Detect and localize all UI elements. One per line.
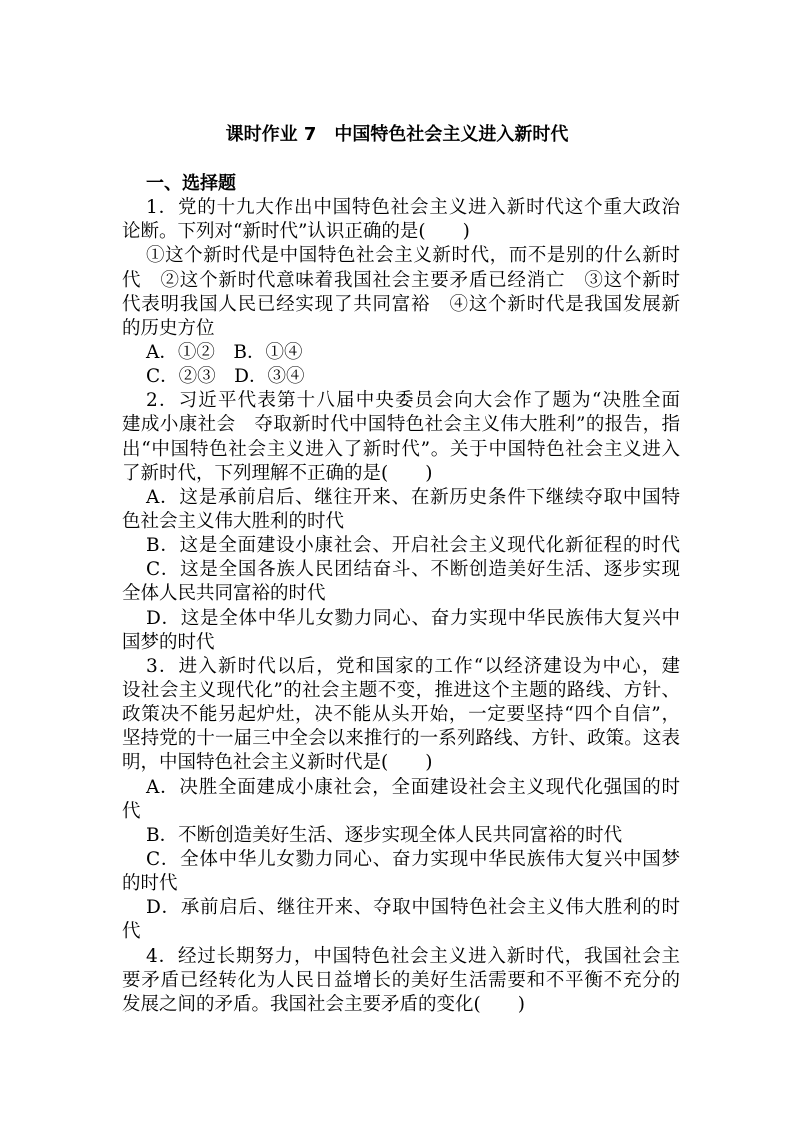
- text-line: 4．经过长期努力，中国特色社会主义进入新时代，我国社会主: [146, 945, 680, 967]
- text-line: 全体人民共同富裕的时代: [122, 583, 326, 605]
- page-title: 课时作业 7 中国特色社会主义进入新时代: [225, 124, 569, 145]
- text-line: 坚持党的十一届三中全会以来推行的一系列路线、方针、政策。这表: [122, 728, 680, 750]
- text-line: A．这是承前启后、继往开来、在新历史条件下继续夺取中国特: [146, 486, 680, 508]
- text-line: 发展之间的矛盾。我国社会主要矛盾的变化( ): [122, 993, 525, 1015]
- text-line: 了新时代，下列理解不正确的是( ): [122, 462, 433, 484]
- text-line: 代: [122, 921, 141, 943]
- text-line: 色社会主义伟大胜利的时代: [122, 510, 345, 532]
- text-line: 代表明我国人民已经实现了共同富裕 ④这个新时代是我国发展新: [122, 293, 680, 315]
- text-line: 2．习近平代表第十八届中央委员会向大会作了题为“决胜全面: [146, 390, 680, 412]
- text-line: D．承前启后、继往开来、夺取中国特色社会主义伟大胜利的时: [146, 897, 680, 919]
- text-line: 出“中国特色社会主义进入了新时代”。关于中国特色社会主义进入: [122, 438, 680, 460]
- text-line: 明，中国特色社会主义新时代是( ): [122, 752, 433, 774]
- text-line: C．全体中华儿女勠力同心、奋力实现中华民族伟大复兴中国梦: [146, 848, 680, 870]
- text-line: D．这是全体中华儿女勠力同心、奋力实现中华民族伟大复兴中: [146, 607, 680, 629]
- text-line: 代: [122, 800, 141, 822]
- text-line: C．②③ D．③④: [146, 366, 305, 388]
- text-line: 3．进入新时代以后，党和国家的工作“以经济建设为中心，建: [146, 655, 680, 677]
- text-line: 政策决不能另起炉灶，决不能从头开始，一定要坚持“四个自信”，: [122, 704, 680, 726]
- text-line: B．不断创造美好生活、逐步实现全体人民共同富裕的时代: [146, 824, 623, 846]
- text-line: 的历史方位: [122, 317, 215, 339]
- text-line: 代 ②这个新时代意味着我国社会主要矛盾已经消亡 ③这个新时: [122, 269, 680, 291]
- text-line: 要矛盾已经转化为人民日益增长的美好生活需要和不平衡不充分的: [122, 969, 680, 991]
- document-body: [122, 172, 680, 1017]
- text-line: 设社会主义现代化”的社会主题不变，推进这个主题的路线、方针、: [122, 679, 680, 701]
- text-line: A．①② B．①④: [146, 341, 303, 363]
- text-line: C．这是全国各族人民团结奋斗、不断创造美好生活、逐步实现: [146, 559, 680, 581]
- text-line: 论断。下列对“新时代”认识正确的是( ): [122, 221, 470, 243]
- text-line: ①这个新时代是中国特色社会主义新时代，而不是别的什么新时: [146, 245, 680, 267]
- section-heading: 一、选择题: [146, 173, 236, 194]
- text-line: 1．党的十九大作出中国特色社会主义进入新时代这个重大政治: [146, 197, 680, 219]
- text-line: 建成小康社会 夺取新时代中国特色社会主义伟大胜利”的报告，指: [122, 414, 680, 436]
- text-line: B．这是全面建设小康社会、开启社会主义现代化新征程的时代: [146, 535, 680, 557]
- text-line: 国梦的时代: [122, 631, 215, 653]
- text-line: 的时代: [122, 873, 178, 895]
- text-line: A．决胜全面建成小康社会，全面建设社会主义现代化强国的时: [146, 776, 680, 798]
